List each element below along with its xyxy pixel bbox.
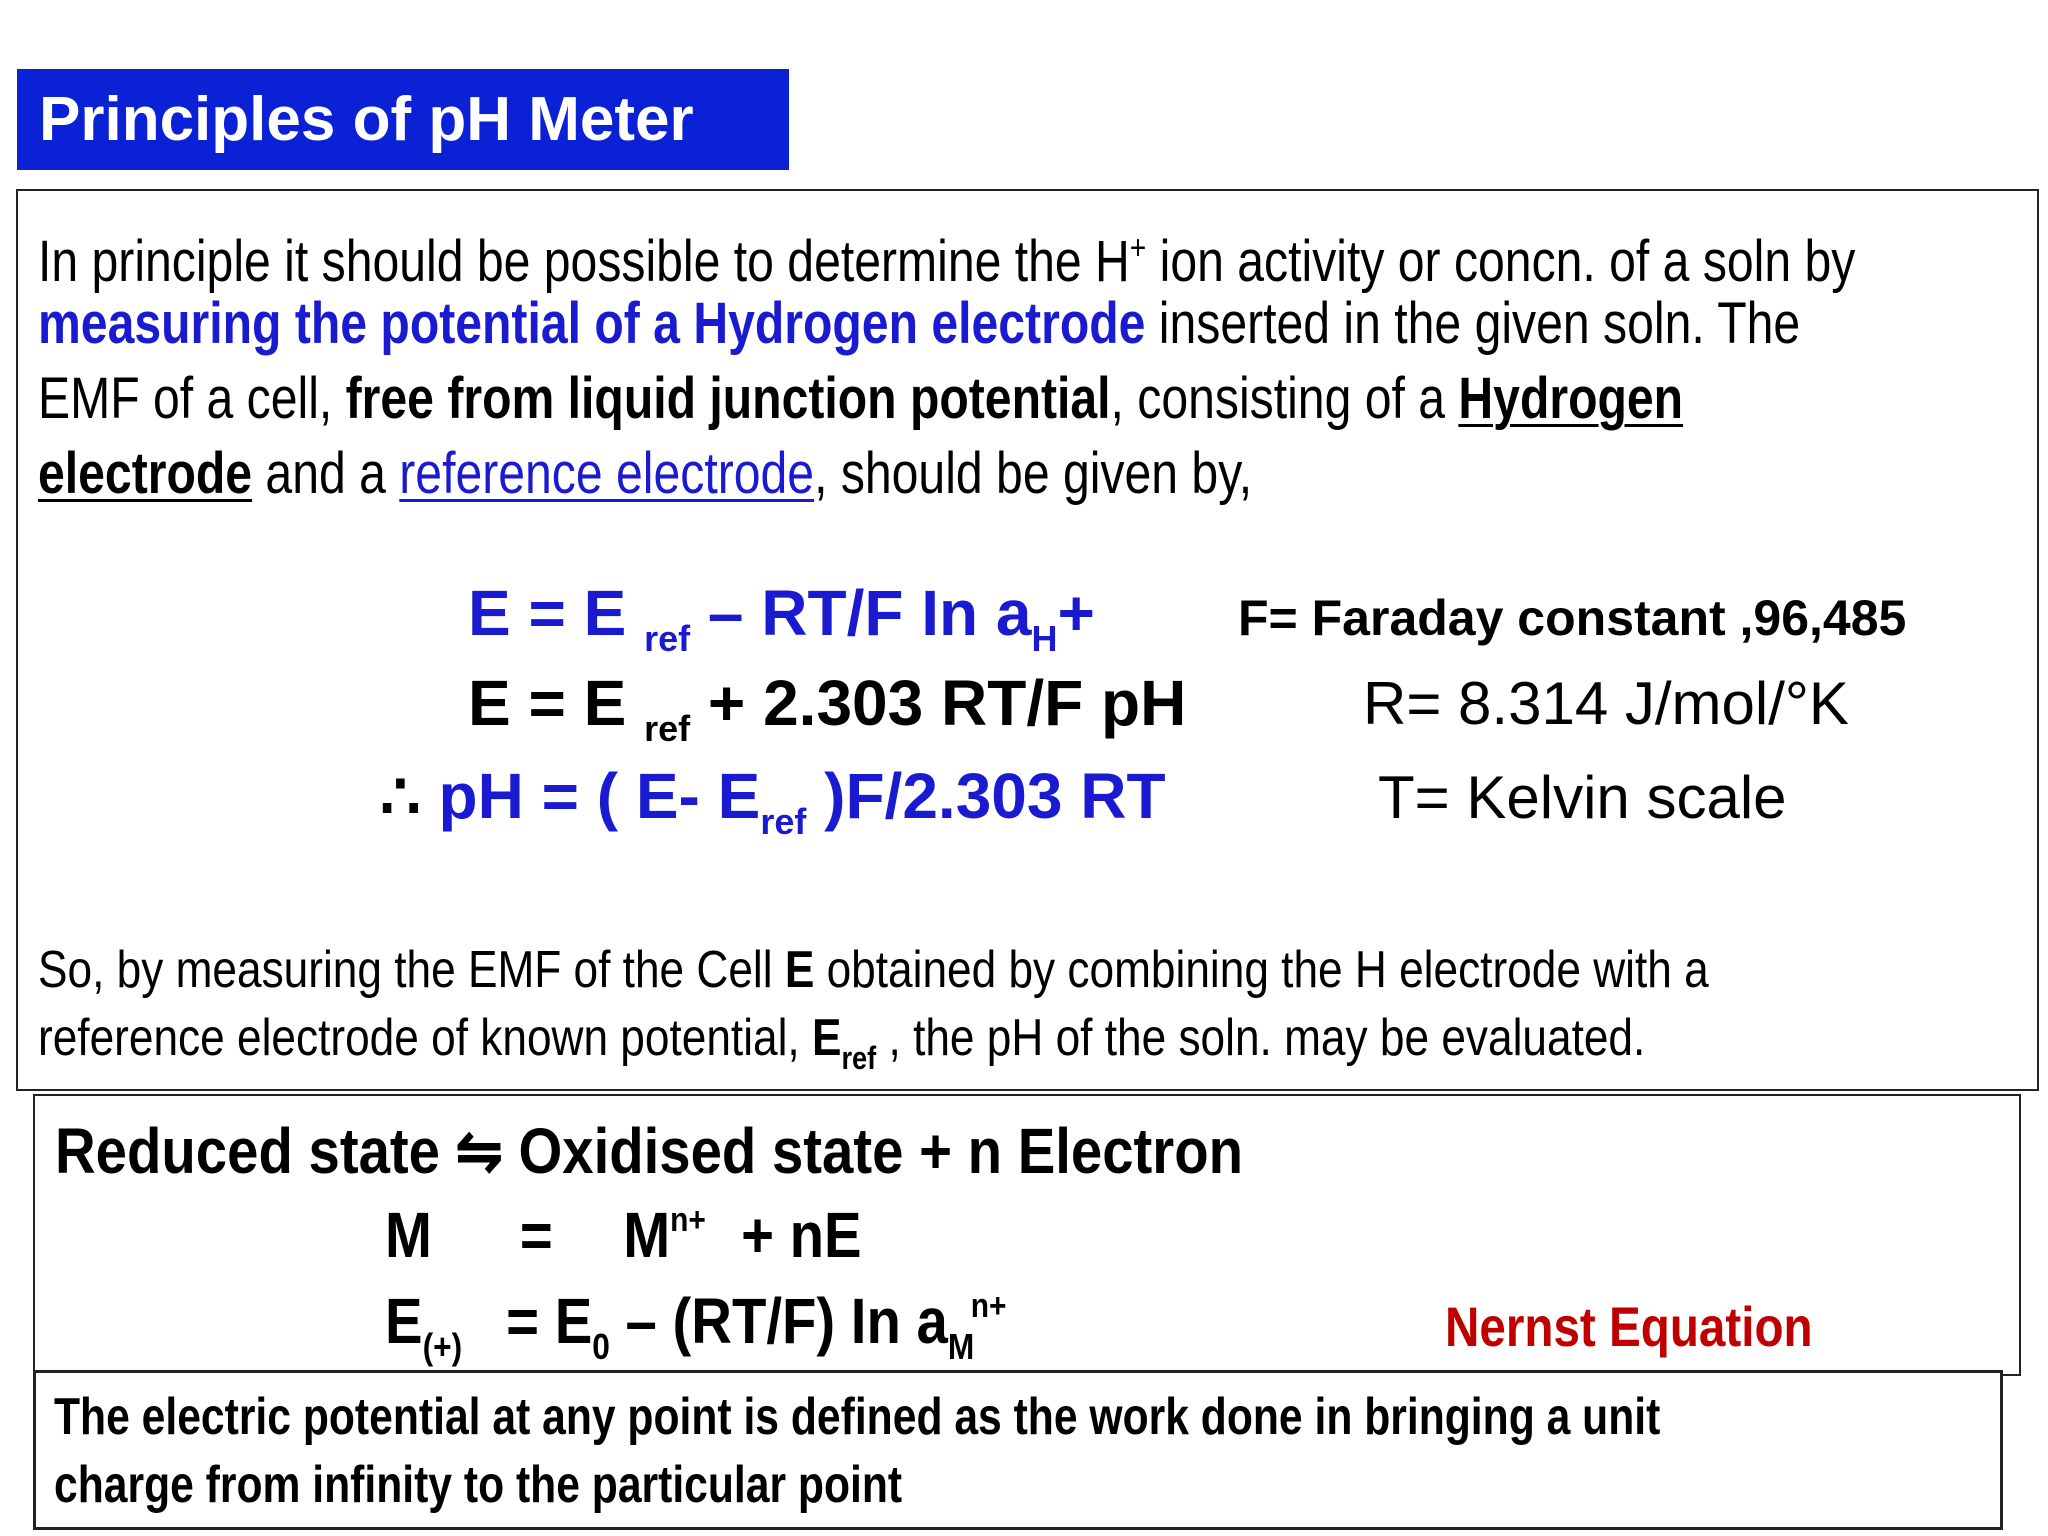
equation-3 [380,759,1166,843]
summary-text: obtained by combining the H electrode with a [814,941,1709,999]
equation-1 [468,576,1095,660]
eq-superscript: n+ [670,1201,706,1239]
intro-line-3 [38,361,1683,436]
slide-title: Principles of pH Meter [17,69,789,170]
eq-text: = E [506,1285,593,1357]
summary-text: , the pH of the soln. may be evaluated. [876,1009,1646,1067]
eq-subscript: ref [760,801,807,842]
reference-electrode-term: reference electrode [399,441,815,506]
intro-text: and a [252,441,400,506]
temperature-note: T= Kelvin scale [1378,764,1787,831]
eq-text: M [623,1199,671,1271]
intro-text: inserted in the given soln. The [1145,291,1801,356]
summary-eref: E [811,1009,842,1067]
summary-line-2 [38,1004,1645,1092]
definition-line-1: The electric potential at any point is defined as the work done in bringing a unit [54,1388,1661,1446]
eq-superscript: n+ [970,1287,1007,1325]
summary-text: So, by measuring the EMF of the Cell [38,941,785,999]
eq-text: + nE [741,1199,862,1271]
hydrogen-electrode-highlight: measuring the potential of a Hydrogen electrode [38,291,1146,356]
summary-line-1 [38,936,1709,1004]
eq-text: – RT/F In a [690,577,1032,649]
metal-reaction [385,1198,862,1272]
eq-subscript: ref [644,618,691,659]
nernst-equation-label: Nernst Equation [1445,1295,1813,1358]
eq-subscript: ref [644,708,691,749]
intro-text: ion activity or concn. of a soln by [1146,229,1856,294]
summary-emf: E [784,941,815,999]
eq-subscript: 0 [592,1326,610,1367]
eq-subscript: M [947,1326,975,1367]
principle-panel [16,189,2039,1091]
eq-text: )F/2.303 RT [806,760,1166,832]
gas-constant: R= 8.314 J/mol/°K [1363,670,1849,737]
definition-line-2: charge from infinity to the particular point [54,1456,903,1514]
equation-2 [468,666,1186,750]
superscript: + [1129,229,1147,267]
summary-subscript: ref [841,1040,877,1076]
eq-text: + [1057,577,1095,649]
eq-text: M [385,1199,432,1271]
faraday-constant: F= Faraday constant ,96,485 [1238,590,1907,646]
eq-text: E [385,1285,423,1357]
intro-text: In principle it should be possible to determine the H [38,229,1130,294]
definition-panel [33,1370,2003,1530]
eq-text: – (RT/F) In a [609,1285,948,1357]
eq-text: E = E [468,577,645,649]
nernst-panel [33,1094,2021,1376]
intro-text: EMF of a cell, [38,366,346,431]
eq-subscript: H [1031,618,1058,659]
intro-text: , should be given by, [814,441,1253,506]
intro-line-2 [38,286,1800,361]
redox-line: Reduced state ⇋ Oxidised state + n Electron [55,1115,1244,1187]
hydrogen-term: Hydrogen [1458,366,1684,431]
eq-text: pH = ( E- E [420,760,761,832]
nernst-formula [385,1284,1006,1368]
eq-subscript: (+) [422,1326,463,1367]
intro-text: , consisting of a [1110,366,1459,431]
eq-text: = [519,1199,553,1271]
electrode-term: electrode [38,441,253,506]
liquid-junction-highlight: free from liquid junction potential [345,366,1111,431]
eq-text: E = E [468,667,645,739]
summary-text: reference electrode of known potential, [38,1009,812,1067]
therefore-symbol: ∴ [380,760,421,832]
eq-text: + 2.303 RT/F pH [690,667,1187,739]
intro-line-4 [38,436,1252,511]
